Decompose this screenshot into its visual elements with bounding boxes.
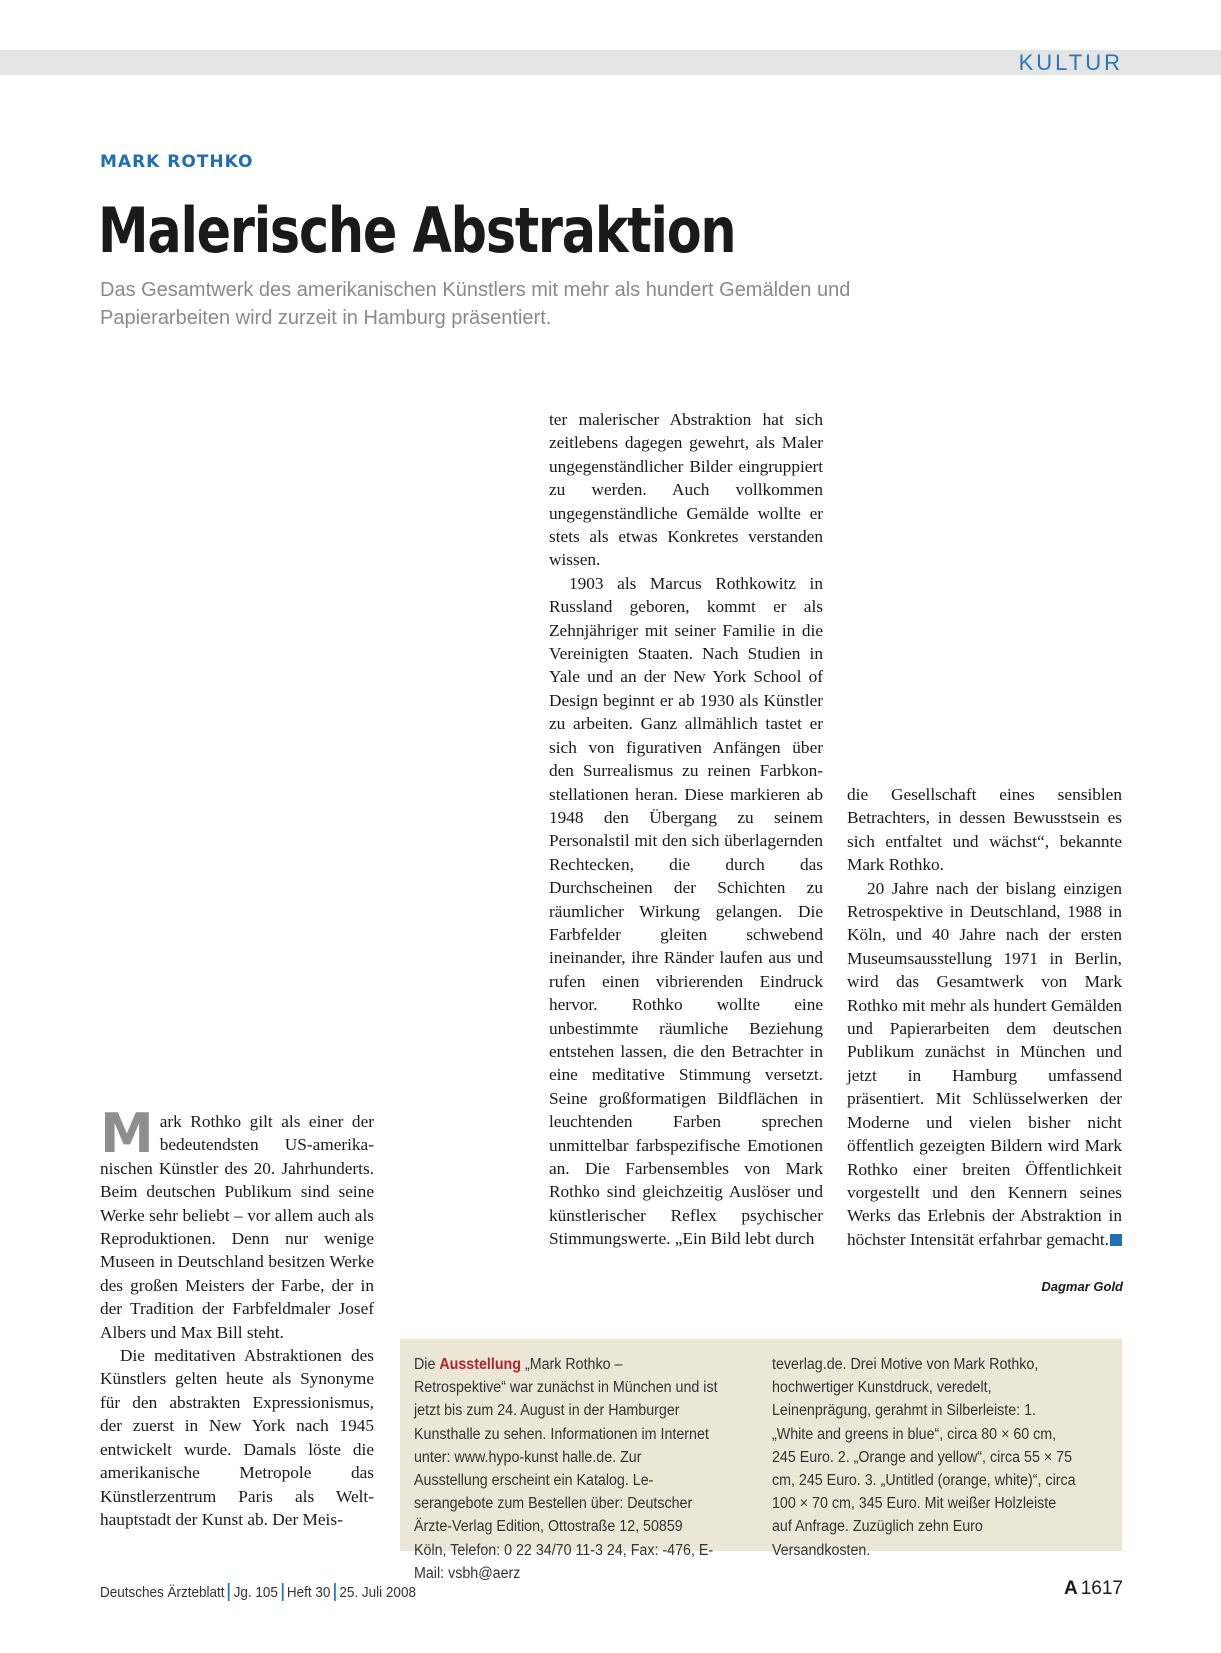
- section-label: KULTUR: [1018, 50, 1123, 75]
- end-of-article-square-icon: [1110, 1234, 1122, 1246]
- footer-separator: [281, 1583, 283, 1601]
- column-2-paragraph-1: ter malerischer Abstraktion hat sich zeitlebens dagegen gewehrt, als Maler ungegenständlicher Bilder eingruppiert zu werden. Auch vollkommen ungegenständliche Gemälde wollte er stets als etwas Konkretes verstanden wissen.: [549, 410, 823, 570]
- page-number-prefix: A: [1063, 1578, 1078, 1599]
- article-deck: Das Gesamtwerk des amerikanischen Künstlers mit mehr als hundert Gemälden und Papierarbeiten wird zurzeit in Hamburg präsentiert.: [100, 279, 851, 329]
- footer-separator: [334, 1583, 336, 1601]
- column-3-paragraph-1: die Gesellschaft eines sensiblen Betrachters, in dessen Bewusstsein es sich entfaltet und wächst“, bekannte Mark Rothko.: [847, 785, 1122, 875]
- page-number-value: 1617: [1080, 1578, 1123, 1599]
- page-footer: [100, 1583, 416, 1601]
- column-3-paragraph-2-text: 20 Jahre nach der bislang einzigen Retrospektive in Deutschland, 1988 in Köln, und 40 Jahre nach der ersten Museumsausstellung 1971 in Berlin, wird das Gesamtwerk von Mark Rothko mit mehr als hundert Gemälden und Papierarbeiten dem deutschen Publikum zunächst in München und jetzt in Hamburg umfassend präsentiert. Mit Schlüsselwerken der Moderne und vielen bisher nicht öffentlich gezeigten Bildern wird Mark Rothko einer breiten Öffentlichkeit vorgestellt und den Kennern seines Werks das Erlebnis der Abstraktion in höchster Intensität erfahrbar gemacht.: [847, 878, 1122, 1249]
- column-1-paragraph-1-text: ark Rothko gilt als einer der bedeutendsten US-amerikanischen Künstler des 20. Jahrhunderts. Beim deutschen Publikum sind seine Werke sehr beliebt – vor allem auch als Reproduktionen. Denn nur wenige Museen in Deutschland besitzen Werke des großen Meisters der Farbe, der in der Tradition der Farbfeldmaler Josef Albers und Max Bill steht.: [100, 1112, 374, 1342]
- info-box-column-1-text: „Mark Rothko – Retrospektive“ war zunächst in München und ist jetzt bis zum 24. August in der Hamburger Kunsthalle zu sehen. Informationen im Internet unter: www.hypo-kunst halle.de. Zur Ausstellung erscheint ein Katalog. Leserangebote zum Bestellen über: Deutscher Ärzte-Verlag Edition, Ottostraße 12, 50859 Köln, Telefon: 0 22 34/70 11-3 24, Fax: -476, E-Mail: vsbh@aerz: [414, 1356, 718, 1582]
- footer-issue: Heft 30: [286, 1584, 331, 1601]
- column-3-paragraph-2: [847, 877, 1122, 1252]
- footer-separator: [228, 1583, 230, 1601]
- article-column-3: [847, 783, 1122, 1251]
- info-box-column-2: teverlag.de. Drei Motive von Mark Rothko, hochwertiger Kunstdruck, veredelt, Leinenprägung, gerahmt in Silberleiste: 1. „White and greens in blue“, circa 80 × 60 cm, 245 Euro. 2. „Orange and yellow“, circa 55 × 75 cm, 245 Euro. 3. „Untitled (orange, white)“, circa 100 × 70 cm, 345 Euro. Mit weißer Holzleiste auf Anfrage. Zuzüglich zehn Euro Versandkosten.: [772, 1356, 1076, 1559]
- drop-cap: M: [100, 1102, 154, 1165]
- author-byline: Dagmar Gold: [1041, 1279, 1123, 1294]
- column-1-paragraph-1: [100, 1102, 374, 1344]
- column-2-paragraph-2: 1903 als Marcus Rothkowitz in Russland geboren, kommt er als Zehnjähriger mit seiner Familie in die Vereinigten Staaten. Nach Studien in Yale und an der New York School of Design beginnt er ab 1930 als Künstler zu arbeiten. Ganz allmählich tastet er sich von figurativen Anfängen über den Surrealismus zu reinen Farbkonstellationen heran. Diese markieren ab 1948 den Übergang zu seinem Personalstil mit den sich überlagernden Rechtecken, die durch das Durchscheinen der Schichten zu räumlicher Wirkung gelangen. Die Farbfelder gleiten schwebend ineinander, ihre Ränder laufen aus und rufen einen vibrierenden Eindruck hervor. Rothko wollte eine unbestimmte räumliche Beziehung entstehen lassen, die den Betrachter in eine meditative Stimmung versetzt. Seine großformatigen Bildflächen in leuchtenden Farben sprechen unmittelbar farbspezifische Emotionen an. Die Farbensembles von Mark Rothko sind gleichzeitig Auslöser und künstlerischer Reflex psychischer Stimmungswerte. „Ein Bild lebt durch: [549, 573, 823, 1249]
- page-number: [1064, 1578, 1123, 1600]
- article-column-2: [549, 408, 823, 1251]
- info-box-highlight: Ausstellung: [439, 1356, 521, 1373]
- exhibition-info-box: [400, 1339, 1122, 1582]
- article-column-1: [100, 1102, 374, 1531]
- article-headline: Malerische Abstraktion: [98, 194, 736, 267]
- column-1-paragraph-2: Die meditativen Abstraktionen des Künstlers gelten heute als Synonyme für den abstrakten Expressionismus, der zuerst in New York nach 1945 entwickelt wurde. Damals löste die amerikanische Metropole das Künstlerzentrum Paris als Welthauptstadt der Kunst ab. Der Meis-: [100, 1346, 374, 1529]
- info-box-column-1: [414, 1353, 718, 1585]
- info-box-lead: Die: [414, 1356, 436, 1373]
- footer-date: 25. Juli 2008: [339, 1584, 416, 1601]
- article-kicker: MARK ROTHKO: [100, 152, 254, 172]
- footer-volume: Jg. 105: [233, 1584, 278, 1601]
- footer-publication: Deutsches Ärzteblatt: [100, 1584, 225, 1601]
